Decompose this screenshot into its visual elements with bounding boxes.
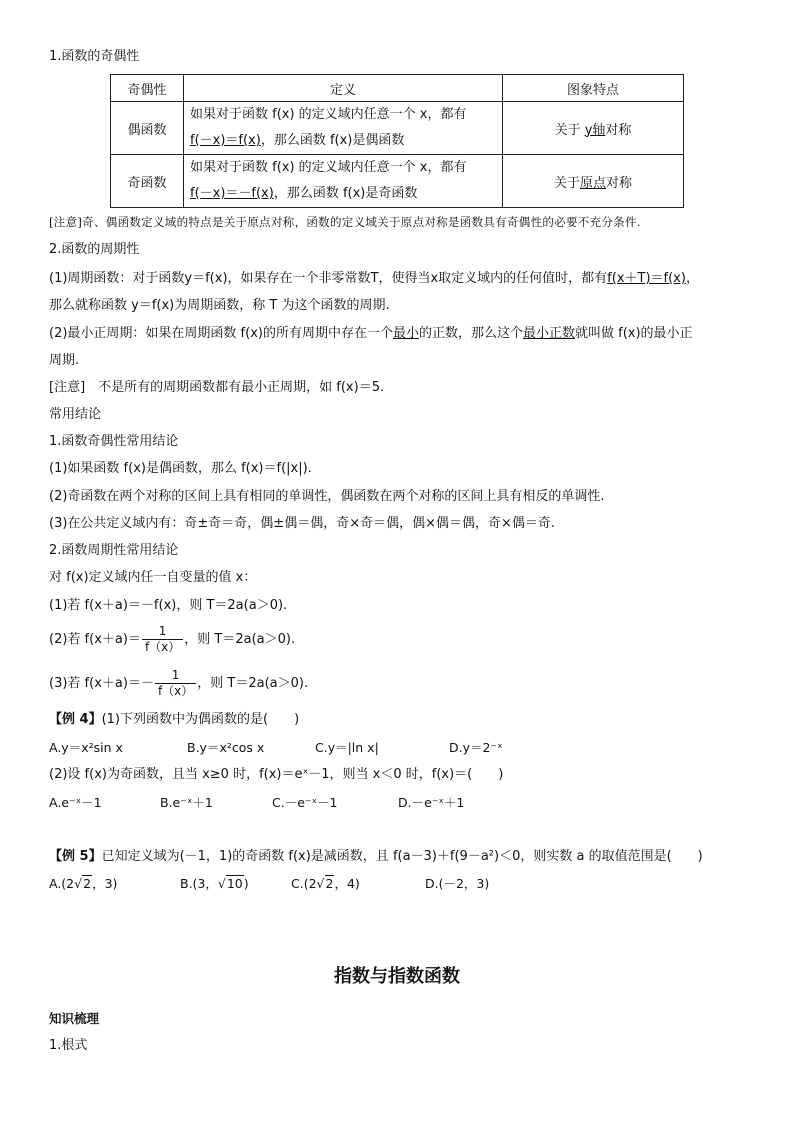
feature-underlined: 原点 — [579, 175, 606, 191]
table-row — [111, 155, 684, 208]
parity-conclusion-3: (3)在公共定义域内有：奇±奇＝奇，偶±偶＝偶，奇×奇＝偶，偶×偶＝偶，奇×偶＝奇. — [49, 516, 556, 531]
paragraph-min-period-line2: 周期. — [49, 353, 80, 368]
underlined-term: 最小正数 — [523, 326, 576, 341]
fraction-denominator: f（x） — [157, 684, 194, 698]
parity-type-cell: 偶函数 — [111, 102, 184, 155]
paragraph-periodic-function-line2: 那么就称函数 y＝f(x)为周期函数，称 T 为这个函数的周期. — [49, 298, 390, 313]
paragraph-min-period — [49, 325, 693, 343]
period-conclusions-intro: 对 f(x)定义域内任一自变量的值 x： — [49, 570, 257, 585]
formula-text: (2)若 f(x＋a)＝ — [49, 632, 141, 647]
parity-conclusion-1: (1)如果函数 f(x)是偶函数，那么 f(x)＝f(|x|). — [49, 461, 312, 476]
parity-conclusions-title: 1.函数奇偶性常用结论 — [49, 434, 179, 449]
option-a: A.e⁻ˣ－1 — [49, 795, 102, 810]
table-header-cell: 定义 — [184, 75, 503, 102]
table-header-row — [111, 75, 684, 102]
definition-text: 如果对于函数 f(x) 的定义域内任意一个 x，都有 — [190, 107, 467, 122]
feature-cell — [503, 102, 684, 155]
definition-condition: f(－x)＝－f(x) — [190, 186, 274, 201]
option-d: D.(－2，3) — [425, 876, 490, 891]
option-b: B.e⁻ˣ＋1 — [160, 795, 213, 810]
parity-type-cell: 奇函数 — [111, 155, 184, 208]
fraction-numerator: 1 — [142, 624, 183, 640]
common-conclusions-title: 常用结论 — [49, 407, 102, 422]
paragraph-text: 的正数，那么这个 — [418, 326, 523, 341]
radicand: 2 — [325, 876, 334, 891]
definition-text: ，那么函数 f(x)是偶函数 — [260, 133, 405, 148]
paragraph-text: ， — [685, 271, 699, 286]
question-text: (1)下列函数中为偶函数的是( ) — [101, 712, 300, 727]
option-text: C.(2 — [291, 876, 317, 891]
feature-text: 关于 — [554, 122, 585, 138]
paragraph-text: (1)周期函数：对于函数y＝f(x)，如果存在一个非零常数T，使得当x取定义域内的任何值时，都有 — [49, 271, 608, 286]
section-title-parity: 1.函数的奇偶性 — [49, 49, 140, 64]
radicand: 10 — [226, 876, 243, 891]
example-label: 【例 4】 — [49, 712, 102, 727]
period-conclusions-title: 2.函数周期性常用结论 — [49, 543, 179, 558]
parity-table — [110, 74, 684, 208]
feature-cell — [503, 155, 684, 208]
option-text: B.(3， — [180, 876, 218, 891]
period-conclusion-2 — [49, 623, 295, 657]
definition-cell — [184, 155, 503, 208]
example-4-q1-options — [49, 739, 503, 757]
period-conclusion-3 — [49, 667, 308, 701]
feature-underlined: y轴 — [584, 122, 606, 138]
table-row — [111, 102, 684, 155]
table-header-cell: 奇偶性 — [111, 75, 184, 102]
option-text: A.(2 — [49, 876, 75, 891]
option-text: ) — [243, 876, 249, 891]
formula-text: ，则 T＝2a(a＞0). — [197, 676, 309, 691]
paragraph-periodic-function — [49, 270, 699, 288]
paragraph-text: 就叫做 f(x)的最小正 — [575, 326, 693, 341]
chapter-title: 指数与指数函数 — [334, 966, 460, 987]
paragraph-text: (2)最小正周期：如果在周期函数 f(x)的所有周期中存在一个 — [49, 326, 393, 341]
definition-text: ，那么函数 f(x)是奇函数 — [273, 186, 418, 201]
option-d: D.－e⁻ˣ＋1 — [398, 795, 465, 810]
parity-conclusion-2: (2)奇函数在两个对称的区间上具有相同的单调性，偶函数在两个对称的区间上具有相反的单调性. — [49, 489, 605, 504]
option-text: ，3) — [92, 876, 118, 891]
example-5-question — [49, 848, 703, 866]
knowledge-title: 知识梳理 — [49, 1011, 100, 1026]
example-4-question-1 — [49, 711, 299, 729]
option-c: C.y＝|ln x| — [315, 740, 379, 755]
note-period: [注意] 不是所有的周期函数都有最小正周期，如 f(x)＝5. — [49, 380, 385, 395]
radicand: 2 — [83, 876, 92, 891]
option-a: A.y＝x²sin x — [49, 740, 123, 755]
option-text: ，4) — [334, 876, 360, 891]
question-text: 已知定义域为(－1，1)的奇函数 f(x)是减函数，且 f(a－3)＋f(9－a²)＜0，则实数 a 的取值范围是( ) — [101, 849, 703, 864]
fraction — [142, 624, 183, 655]
feature-text: 对称 — [606, 175, 633, 191]
fraction — [155, 668, 196, 699]
option-d: D.y＝2⁻ˣ — [449, 740, 503, 755]
definition-cell — [184, 102, 503, 155]
option-c: C.(2√2，4) — [291, 876, 360, 891]
section-title-period: 2.函数的周期性 — [49, 242, 140, 257]
fraction-numerator: 1 — [155, 668, 196, 684]
option-c: C.－e⁻ˣ－1 — [272, 795, 338, 810]
formula-text: ，则 T＝2a(a＞0). — [184, 632, 296, 647]
periodic-condition: f(x＋T)＝f(x) — [607, 271, 686, 286]
radical-section-title: 1.根式 — [49, 1038, 88, 1053]
definition-condition: f(－x)＝f(x) — [190, 133, 261, 148]
option-b: B.y＝x²cos x — [187, 740, 265, 755]
example-4-question-2: (2)设 f(x)为奇函数，且当 x≥0 时，f(x)＝eˣ－1，则当 x＜0 时，f(x)＝( ) — [49, 767, 504, 782]
definition-text: 如果对于函数 f(x) 的定义域内任意一个 x，都有 — [190, 160, 467, 175]
formula-text: (3)若 f(x＋a)＝－ — [49, 676, 154, 691]
option-b: B.(3，√10) — [180, 876, 249, 891]
fraction-denominator: f（x） — [144, 640, 181, 654]
feature-text: 对称 — [605, 122, 632, 138]
table-header-cell: 图象特点 — [503, 75, 684, 102]
example-label: 【例 5】 — [49, 849, 102, 864]
note-parity: [注意]奇、偶函数定义域的特点是关于原点对称，函数的定义域关于原点对称是函数具有奇偶性的必要不充分条件. — [49, 215, 641, 229]
example-5-options — [49, 875, 489, 893]
example-4-q2-options — [49, 794, 464, 812]
feature-text: 关于 — [553, 175, 580, 191]
option-a: A.(2√2，3) — [49, 876, 118, 891]
period-conclusion-1: (1)若 f(x＋a)＝－f(x)，则 T＝2a(a＞0). — [49, 598, 288, 613]
underlined-term: 最小 — [392, 326, 419, 341]
